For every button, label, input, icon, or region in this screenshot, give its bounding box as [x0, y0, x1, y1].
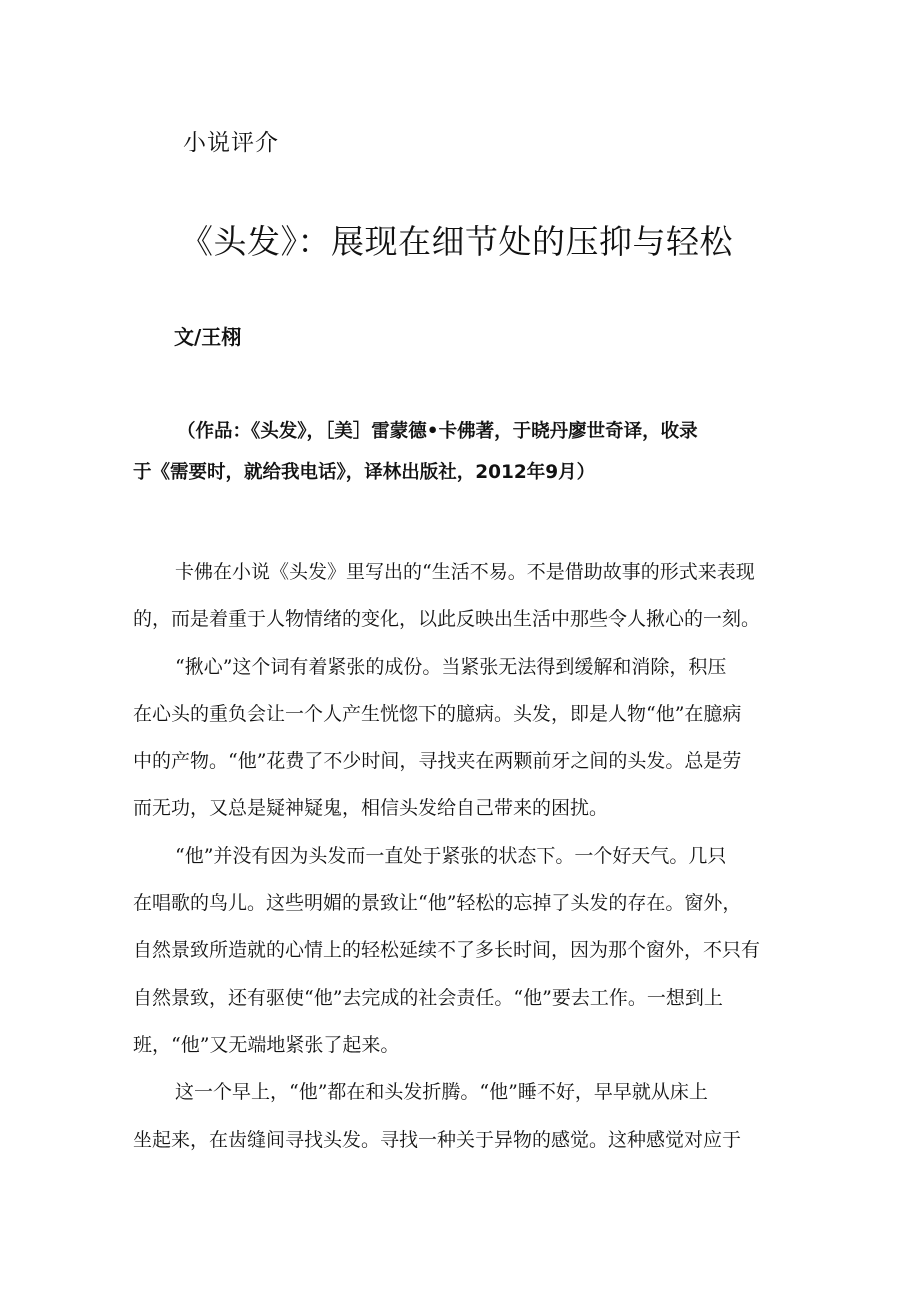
work-info-line: （作品：《头发》，［美］雷蒙德•卡佛著，于晓丹廖世奇译，收录 — [177, 421, 698, 442]
paragraph-line: 在心头的重负会让一个人产生恍惚下的臆病。头发，即是人物“他”在臆病 — [133, 702, 742, 725]
paragraph-line: 卡佛在小说《头发》里写出的“生活不易。不是借助故事的形式来表现 — [175, 561, 755, 583]
paragraph-line: 坐起来，在齿缝间寻找头发。寻找一种关于异物的感觉。这种感觉对应于 — [133, 1128, 742, 1151]
section-label: 小说评介 — [183, 130, 279, 156]
paragraph-line: 自然景致，还有驱使“他”去完成的社会责任。“他”要去工作。一想到上 — [133, 986, 723, 1009]
work-info-line: 于《需要时，就给我电话》，译林出版社，2012年9月） — [133, 462, 596, 483]
paragraph-line: 自然景致所造就的心情上的轻松延续不了多长时间，因为那个窗外，不只有 — [133, 939, 761, 962]
paragraph-line: 中的产物。“他”花费了不少时间，寻找夹在两颗前牙之间的头发。总是劳 — [133, 750, 742, 773]
article-title: 《头发》：展现在细节处的压抑与轻松 — [180, 222, 733, 261]
paragraph — [133, 1069, 803, 1164]
work-info — [133, 411, 793, 493]
article-body — [133, 549, 803, 1164]
paragraph — [133, 644, 803, 833]
paragraph-line: “他”并没有因为头发而一直处于紧张的状态下。一个好天气。几只 — [175, 844, 727, 867]
author-byline: 文/王栩 — [174, 325, 242, 349]
paragraph-line: 的，而是着重于人物情绪的变化，以此反映出生活中那些令人揪心的一刻。 — [133, 608, 761, 631]
paragraph — [133, 549, 803, 644]
paragraph-line: 班，“他”又无端地紧张了起来。 — [133, 1033, 400, 1056]
paragraph — [133, 833, 803, 1069]
paragraph-line: 这一个早上，“他”都在和头发折腾。“他”睡不好，早早就从床上 — [175, 1081, 708, 1104]
paragraph-line: 在唱歌的鸟儿。这些明媚的景致让“他”轻松的忘掉了头发的存在。窗外， — [133, 892, 742, 915]
paragraph-line: 而无功，又总是疑神疑鬼，相信头发给自己带来的困扰。 — [133, 797, 609, 820]
paragraph-line: “揪心”这个词有着紧张的成份。当紧张无法得到缓解和消除，积压 — [175, 655, 727, 678]
